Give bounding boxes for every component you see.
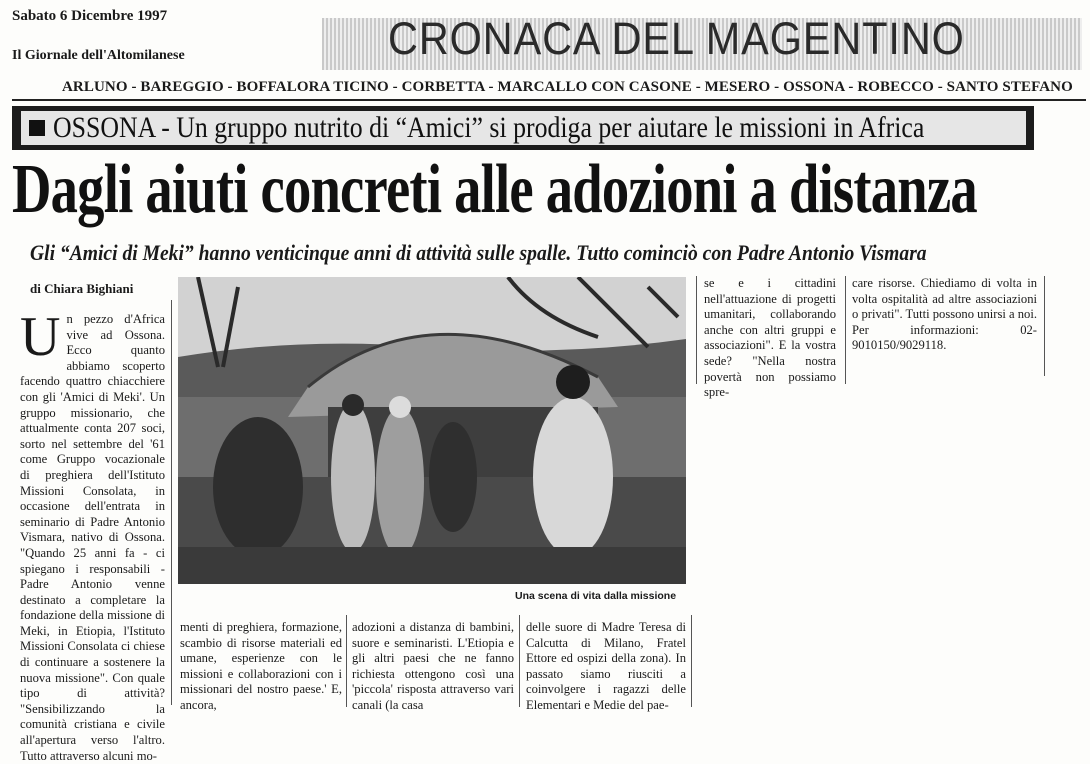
- section-title: CRONACA DEL MAGENTINO: [388, 13, 965, 64]
- column-1-text: n pezzo d'Africa vive ad Ossona. Ecco quanto abbiamo scoperto facendo quattro chiacchiere con gli 'Amici di Meki'. Un gruppo missionario, che attualmente conta 207 soci, sorto nel settembre del '61 come Gruppo vocazionale di preghiera dell'Istituto Missioni Consolata, in occasione dell'entrata in seminario di Padre Antonio Vismara, nativo di Ossona. "Quando 25 anni fa - ci spiegano i responsabili - Padre Antonio venne destinato a completare la fondazione della missione di Meki, in Etiopia, l'Istituto Missioni Consolata ci chiese di continuare a sostenere la nuova missione". Con quale tipo di attività? "Sensibilizzando la comunità cristiana e civile all'apertura verso l'altro. Tutto attraverso alcuni mo-: [20, 312, 165, 763]
- column-divider: [691, 615, 692, 707]
- column-divider: [696, 276, 697, 384]
- masthead-rule: [12, 99, 1086, 101]
- article-column-6: delle suore di Madre Teresa di Calcutta di Milano, Fratel Ettore ed ospizi della zona). In passato siamo riusciti a coinvolgere i ragazzi delle Elementari e Medie del pae-: [526, 620, 686, 712]
- newspaper-name: Il Giornale dell'Altomilanese: [12, 48, 185, 63]
- column-divider: [346, 615, 347, 707]
- subheadline: Gli “Amici di Meki” hanno venticinque anni di attività sulle spalle. Tutto cominciò con Padre Antonio Vismara: [30, 240, 927, 265]
- column-divider: [1044, 276, 1045, 376]
- drop-cap: U: [20, 306, 61, 368]
- article-column-1: [20, 306, 165, 764]
- column-divider: [845, 276, 846, 384]
- article-column-3: care risorse. Chiediamo di volta in volta ospitalità ad altre associazioni o privati". Tutti possono unirsi a noi. Per informazioni: 02-9010150/9029118.: [852, 276, 1037, 353]
- article-column-4: menti di preghiera, formazione, scambio di risorse materiali ed umane, esperienze con le missioni e collaborazioni con i missionari del nostro paese.' E, ancora,: [180, 620, 342, 712]
- byline: di Chiara Bighiani: [30, 281, 134, 296]
- issue-date: Sabato 6 Dicembre 1997: [12, 8, 168, 24]
- square-bullet-icon: [29, 120, 45, 136]
- article-column-5: adozioni a distanza di bambini, suore e seminaristi. L'Etiopia e gli altri paesi che ne fanno richiesta ottengono così una 'piccola' risposta attraverso vari canali (la casa: [352, 620, 514, 712]
- column-divider: [171, 300, 172, 705]
- mission-photo: [178, 277, 686, 584]
- article-column-2: se e i cittadini nell'attuazione di progetti umanitari, collaborando anche con altri gruppi e associazioni". E la vostra sede? "Nella nostra povertà non possiamo spre-: [704, 276, 836, 400]
- towns-list: ARLUNO - BAREGGIO - BOFFALORA TICINO - CORBETTA - MARCALLO CON CASONE - MESERO - OSSONA - ROBECCO - SANTO STEFANO: [62, 79, 1073, 95]
- column-divider: [519, 615, 520, 707]
- kicker-bar: [12, 106, 1034, 150]
- kicker-text: - Un gruppo nutrito di “Amici” si prodiga per aiutare le missioni in Africa: [154, 111, 925, 144]
- kicker-place: OSSONA: [53, 111, 155, 144]
- kicker: [53, 111, 924, 145]
- headline: Dagli aiuti concreti alle adozioni a distanza: [12, 151, 977, 228]
- photo-caption: Una scena di vita dalla missione: [515, 590, 677, 602]
